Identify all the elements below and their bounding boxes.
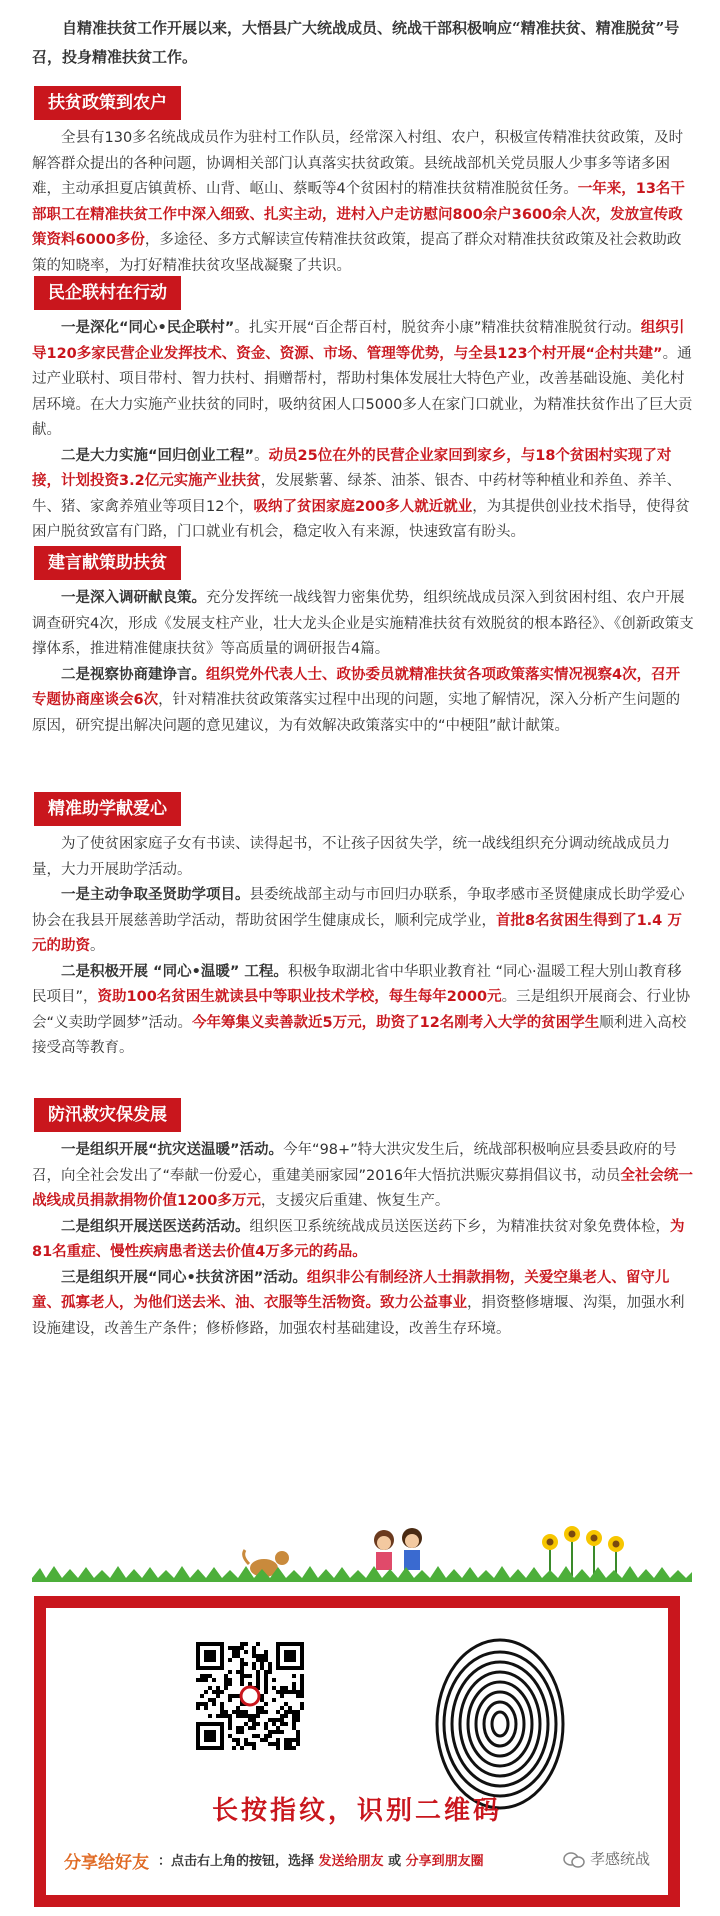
lead-text: 一是深入调研献良策。: [61, 590, 206, 606]
body-text: 全县有130多名统战成员作为驻村工作队员，经常深入村组、农户，积极宣传精准扶贫政策，及时解答群众提出的各种问题，协调相关部门认真落实扶贫政策。县统战部机关党员服人少事多等诸多困难，主动承担夏店镇黄桥、山背、岖山、蔡畈等4个贫困村的精准扶贫精准脱贫任务。: [32, 130, 684, 197]
body-text: 为了使贫困家庭子女有书读、读得起书，不让孩子因贫失学，统一战线组织充分调动统战成员力量，大力开展助学活动。: [32, 836, 670, 878]
section-body-enterprise: [32, 316, 694, 546]
brand-name: 孝感统战: [589, 1850, 650, 1868]
highlight-text: 组织非公有制经济人士捐款捐物，关爱空巢老人、留守儿童、孤寡老人，为他们送去米、油、衣服等生活物资。致力公益事业: [32, 1269, 670, 1311]
highlight-text: 吸纳了贫困家庭200多人就近就业: [253, 498, 473, 515]
section-title-advice: 建言献策助扶贫: [34, 546, 181, 580]
lead-text: 二是视察协商建诤言。: [61, 666, 206, 683]
paragraph: [32, 960, 694, 1062]
paragraph: [32, 444, 694, 546]
qr-promo-card: [34, 1596, 680, 1907]
paragraph: [32, 663, 694, 740]
body-text: 县委统战部主动与市回归办联系，争取孝感市圣贤健康成长助学爱心协会在我县开展慈善助学活动，帮助贫困学生健康成长，顺利完成学业，: [32, 887, 685, 929]
lead-text: 二是大力实施“回归创业工程”: [61, 447, 255, 464]
lead-text: 一是主动争取圣贤助学项目。: [61, 887, 250, 903]
body-text: ，为其提供创业技术指导，使得贫困户脱贫致富有门路，门口就业有机会，稳定收入有来源，快速致富有盼头。: [32, 498, 690, 540]
lead-text: 一是深化“同心•民企联村”: [61, 320, 235, 336]
section-body-policy: [32, 126, 694, 279]
section-body-flood: [32, 1138, 694, 1342]
paragraph: [32, 1138, 694, 1215]
paragraph: [32, 316, 694, 444]
brand-mark: [563, 1848, 650, 1869]
body-text: 积极争取湖北省中华职业教育社 “同心·温暖工程大别山教育移民项目”，: [32, 963, 682, 1005]
share-instruction: [158, 1850, 484, 1869]
sunflower-icon: [542, 1526, 624, 1576]
paragraph: [32, 832, 694, 883]
share-label: 分享给好友: [64, 1853, 149, 1873]
intro-paragraph: 自精准扶贫工作开展以来，大悟县广大统战成员、统战干部积极响应“精准扶贫、精准脱贫”号召，投身精准扶贫工作。: [32, 19, 680, 66]
section-title-enterprise: 民企联村在行动: [34, 276, 181, 310]
section-title-flood: 防汛救灾保发展: [34, 1098, 181, 1132]
body-text: ，捐资整修塘堰、沟渠，加强水利设施建设，改善生产条件；修桥修路，加强农村基础建设，改善生存环境。: [32, 1295, 685, 1337]
highlight-text: 一年来，13名干部职工在精准扶贫工作中深入细致、扎实主动，进村入户走访慰问800余户3600余人次，发放宣传政策资料6000多份: [32, 181, 685, 248]
share-note-text: ：点击右上角的按钮，选择: [158, 1854, 319, 1869]
body-text: 。: [90, 938, 105, 954]
highlight-text: 首批8名贫困生得到了1.4 万元的助资: [32, 912, 682, 954]
fingerprint-icon[interactable]: [432, 1628, 568, 1816]
wechat-icon: [563, 1852, 585, 1868]
paragraph: [32, 126, 694, 279]
body-text: ，发展紫薯、绿茶、油茶、银杏、中药材等种植业和养鱼、养羊、牛、猪、家禽养殖业等项目12个，: [32, 473, 682, 515]
body-text: 。三是组织开展商会、行业协会“义卖助学圆梦”活动。: [32, 989, 691, 1031]
share-option-moments: 分享到朋友圈: [405, 1854, 484, 1869]
body-text: ，多途径、多方式解读宣传精准扶贫政策，提高了群众对精准扶贫政策及社会救助政策的知晓率，为打好精准扶贫攻坚战凝聚了共识。: [32, 232, 682, 274]
body-text: ，支援灾后重建、恢复生产。: [260, 1193, 450, 1209]
lead-text: 二是积极开展 “同心•温暖” 工程。: [61, 963, 288, 980]
lead-text: 三是组织开展“同心•扶贫济困”活动。: [61, 1269, 307, 1286]
lead-text: 二是组织开展送医送药活动。: [61, 1218, 250, 1235]
body-text: 今年“98+”特大洪灾发生后，统战部积极响应县委县政府的号召，向全社会发出了“奉献一份爱心，重建美丽家园”2016年大悟抗洪赈灾募捐倡议书，动员: [32, 1142, 677, 1184]
highlight-text: 今年筹集义卖善款近5万元，助资了12名刚考入大学的贫困学生: [192, 1014, 600, 1031]
body-text: 。扎实开展“百企帮百村，脱贫奔小康”精准扶贫精准脱贫行动。: [234, 320, 641, 336]
share-note-or: 或: [383, 1854, 406, 1869]
grass-decoration: [32, 1478, 692, 1588]
lead-text: 一是组织开展“抗灾送温暖”活动。: [61, 1142, 284, 1158]
section-body-education: [32, 832, 694, 1062]
section-title-policy: 扶贫政策到农户: [34, 86, 181, 120]
press-instruction: 长按指纹，识别二维码: [211, 1796, 502, 1826]
section-title-education: 精准助学献爱心: [34, 792, 181, 826]
paragraph: [32, 1266, 694, 1343]
highlight-text: 全社会统一战线成员捐款捐物价值1200多万元: [32, 1167, 693, 1209]
body-text: 组织医卫系统统战成员送医送药下乡，为精准扶贫对象免费体检，: [249, 1218, 670, 1235]
children-icon: [374, 1528, 422, 1570]
body-text: ，针对精准扶贫政策落实过程中出现的问题，实地了解情况，深入分析产生问题的原因，研究提出解决问题的意见建议，为有效解决政策落实中的“中梗阻”献计献策。: [32, 692, 681, 734]
section-body-advice: [32, 586, 694, 739]
paragraph: [32, 883, 694, 960]
paragraph: [32, 1215, 694, 1266]
highlight-text: 组织党外代表人士、政协委员就精准扶贫各项政策落实情况视察4次，召开专题协商座谈会6次: [32, 666, 681, 708]
body-text: 顺利进入高校接受高等教育。: [32, 1014, 687, 1056]
qr-code[interactable]: [196, 1642, 304, 1762]
highlight-text: 为81名重症、慢性疾病患者送去价值4万多元的药品。: [32, 1218, 685, 1260]
body-text: 充分发挥统一战线智力密集优势，组织统战成员深入到贫困村组、农户开展调查研究4次，形成《发展支柱产业，壮大龙头企业是实施精准扶贫有效脱贫的根本路径》、《创新政策支撑体系，推进精准健康扶贫》等高质量的调研报告4篇。: [32, 590, 694, 657]
highlight-text: 资助100名贫困生就读县中等职业技术学校，每生每年2000元: [97, 989, 502, 1005]
highlight-text: 组织引导120多家民营企业发挥技术、资金、资源、市场、管理等优势，与全县123个村开展“企村共建”: [32, 320, 685, 362]
body-text: 。通过产业联村、项目带村、智力扶村、捐赠帮村，帮助村集体发展壮大特色产业，改善基础设施、美化村居环境。在大力实施产业扶贫的同时，吸纳贫困人口5000多人在家门口就业，为精准扶贫作出了巨大贡献。: [32, 345, 693, 438]
paragraph: [32, 586, 694, 663]
highlight-text: 动员25位在外的民营企业家回到家乡，与18个贫困村实现了对接，计划投资3.2亿元实施产业扶贫: [32, 447, 672, 489]
share-option-friend: 发送给朋友: [318, 1854, 384, 1869]
body-text: 。: [254, 447, 269, 464]
